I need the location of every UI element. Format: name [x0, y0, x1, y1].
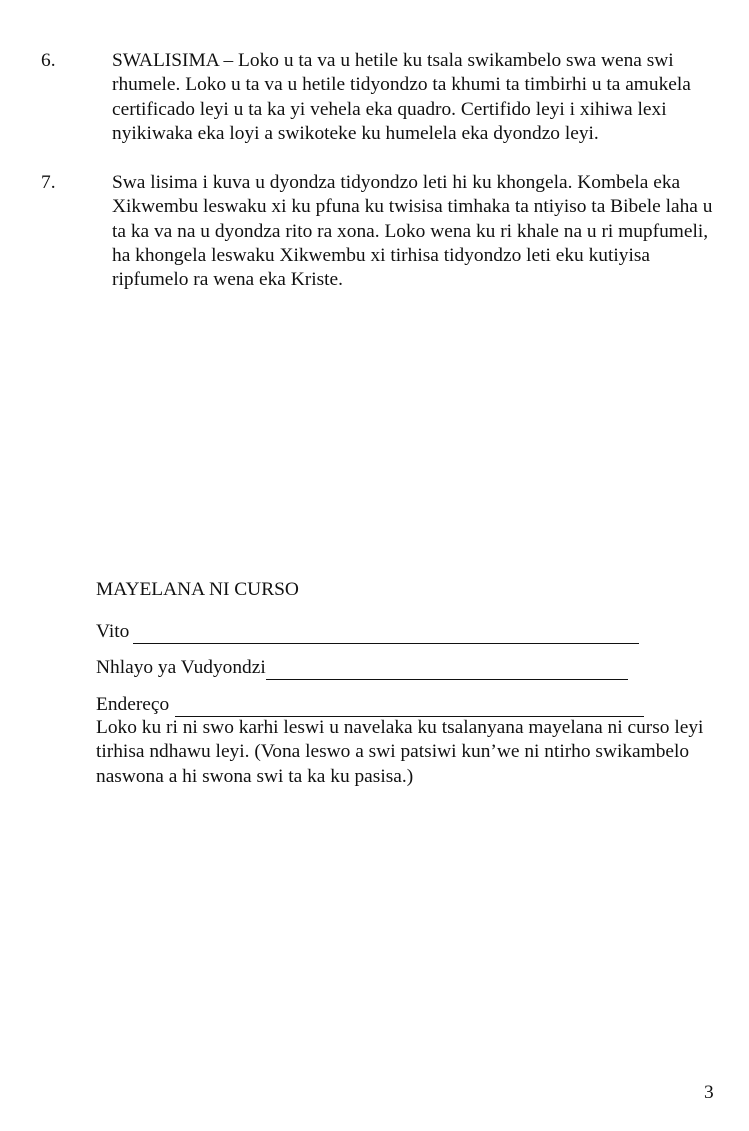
list-item-number: 7.: [41, 172, 56, 193]
page-number: 3: [704, 1082, 714, 1103]
list-item-text: SWALISIMA – Loko u ta va u hetile ku tsala swikambelo swa wena swi rhumele. Loko u ta va u hetile tidyondzo ta khumi ta timbirhi u ta amukela certificado leyi u ta ka yi vehela eka quadro. Certifido leyi i xihiwa lexi nyikiwaka eka loyi a swikoteke ku humelela eka dyondzo leyi.: [112, 50, 691, 144]
form-title: MAYELANA NI CURSO: [96, 579, 299, 600]
student-number-blank-line[interactable]: [266, 660, 628, 680]
form-instructions: Loko ku ri ni swo karhi leswi u navelaka ku tsalanyana mayelana ni curso leyi tirhisa ndhawu leyi. (Vona leswo a swi patsiwi kun’we ni ntirho swikambelo naswona a hi swona swi ta ka ku pasisa.): [96, 717, 704, 787]
name-blank-line[interactable]: [133, 624, 639, 644]
address-blank-line[interactable]: [175, 697, 644, 717]
address-field: [96, 693, 644, 718]
student-number-field: [96, 656, 628, 681]
name-field: [96, 620, 639, 645]
student-number-label: Nhlayo ya Vudyondzi: [96, 657, 266, 678]
list-item-text: Swa lisima i kuva u dyondza tidyondzo leti hi ku khongela. Kombela eka Xikwembu leswaku xi ku pfuna ku twisisa timhaka ta ntiyiso ta Bibele laha u ta ka va na u dyondza rito ra xona. Loko wena ku ri khale na u ri mupfumeli, ha khongela leswaku Xikwembu xi tirhisa tidyondzo leti eku kutiyisa ripfumelo ra wena eka Kriste.: [112, 172, 713, 291]
list-item-number: 6.: [41, 50, 56, 71]
name-label: Vito: [96, 621, 130, 642]
address-label: Endereço: [96, 694, 170, 715]
